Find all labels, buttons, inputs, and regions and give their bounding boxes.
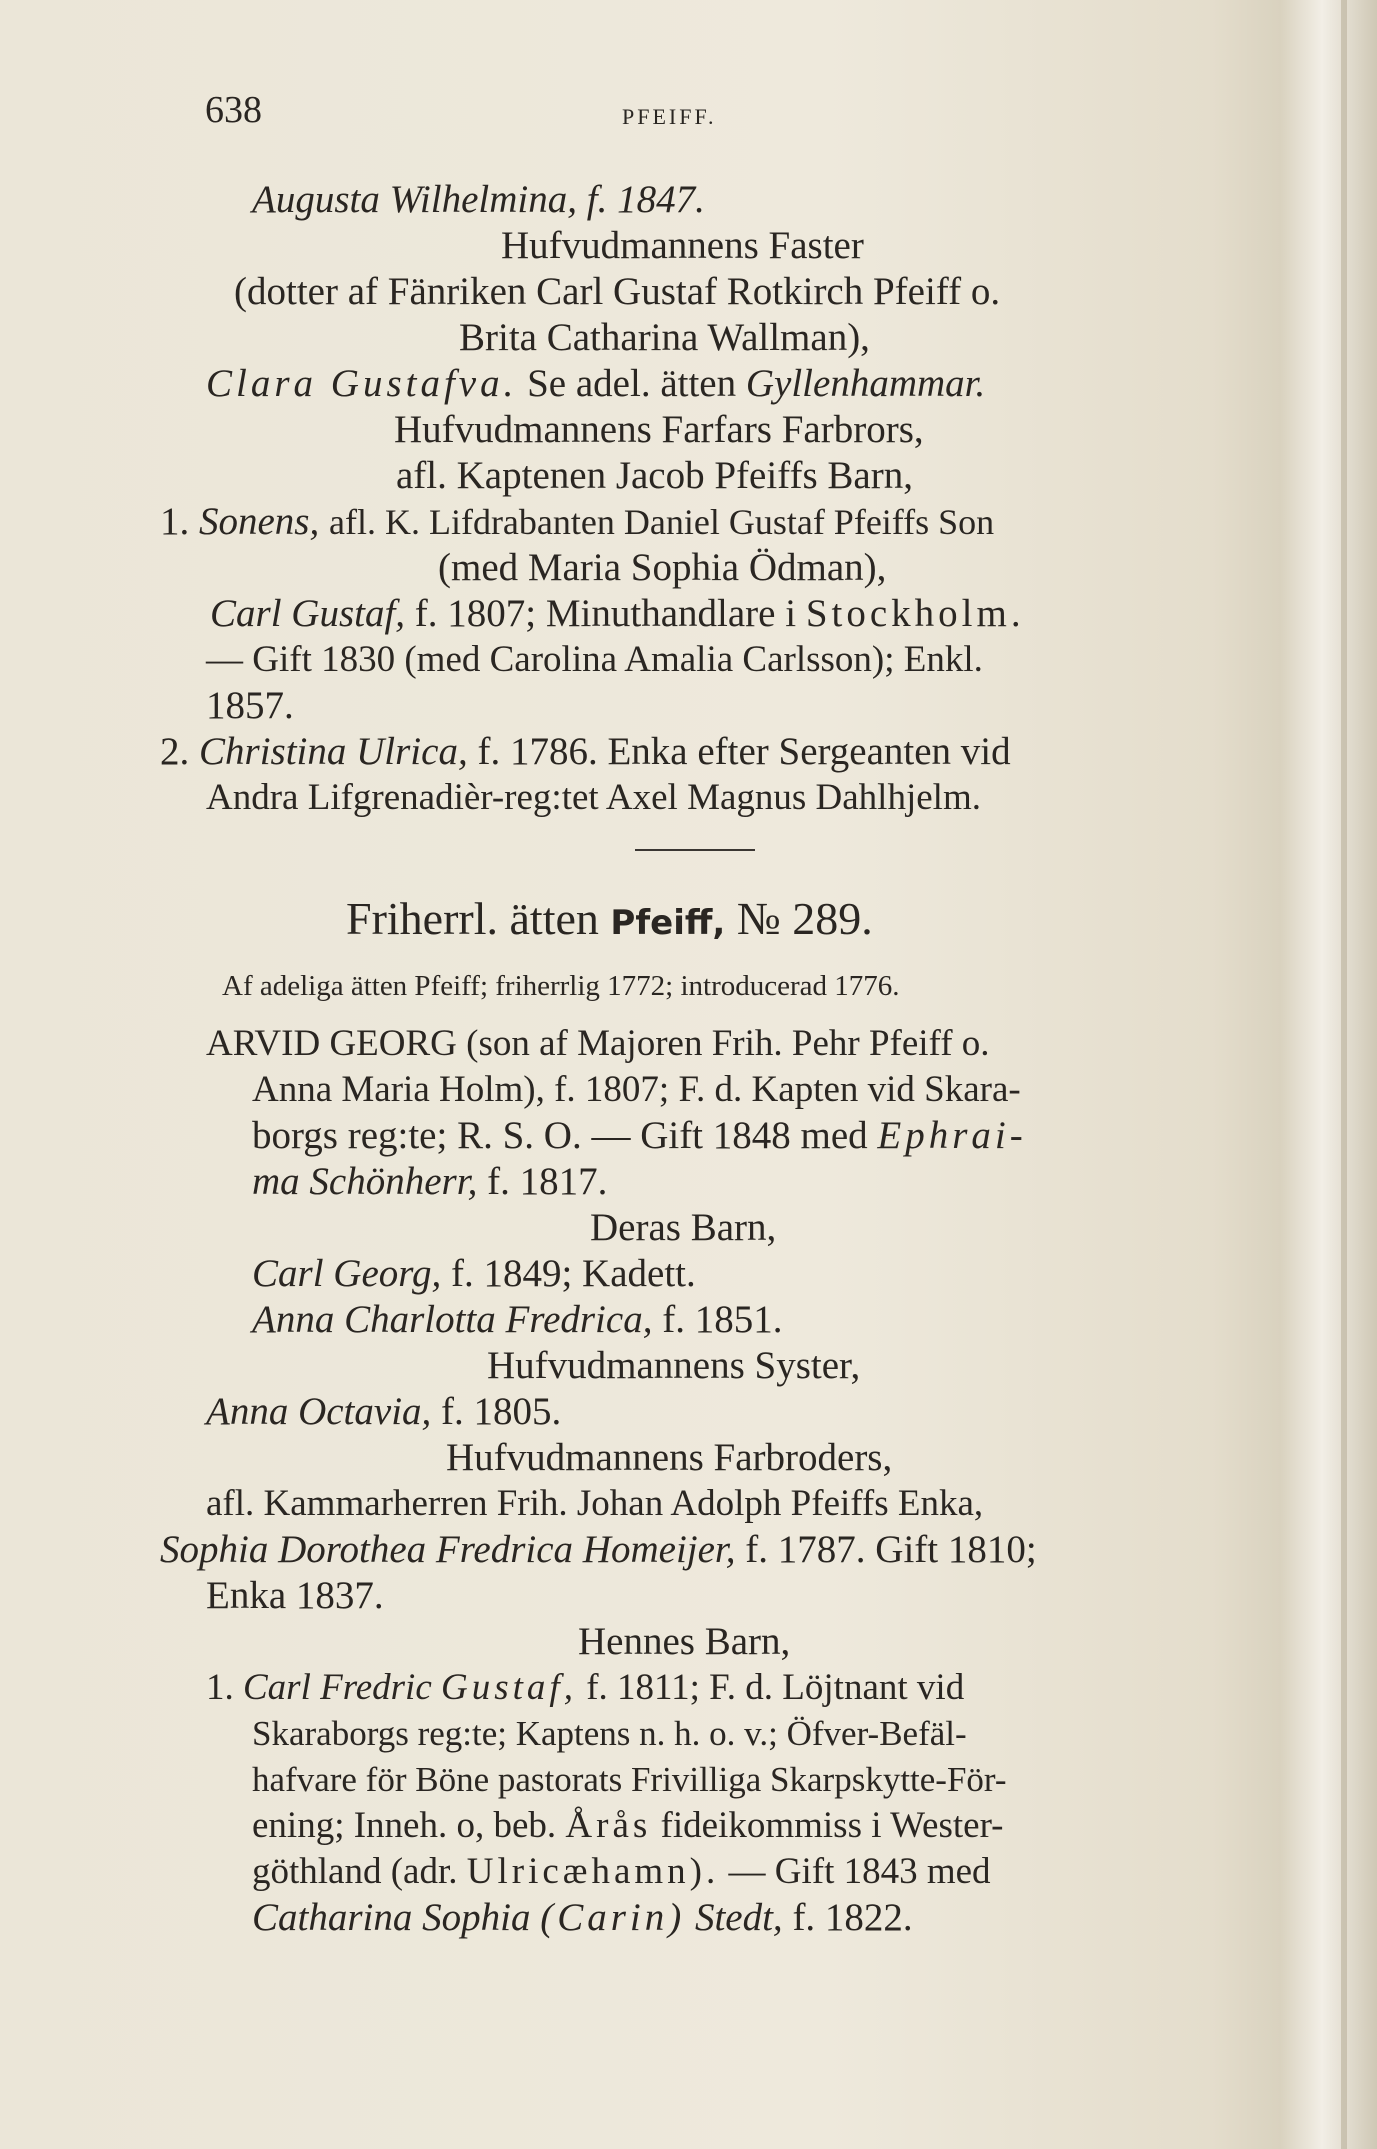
text-span: fideikommiss i Wester-	[660, 1805, 1004, 1846]
person-name: Gustaf,	[441, 1667, 577, 1708]
text-span: Se adel. ätten	[527, 362, 737, 405]
person-name: ma Schönherr,	[252, 1160, 478, 1203]
person-name: Stedt,	[694, 1896, 783, 1939]
place-name: Årås	[565, 1805, 652, 1846]
list-number: 2.	[160, 730, 190, 773]
text-line	[206, 1390, 561, 1434]
text-line: (med Maria Sophia Ödman),	[438, 546, 887, 589]
family-name-heavy: Pfeiff,	[610, 903, 726, 943]
text-span: f. 1811; F. d. Löjtnant vid	[586, 1667, 965, 1708]
list-number: 1.	[160, 500, 190, 543]
section-title	[346, 893, 873, 949]
text-line	[160, 1528, 1037, 1572]
page-edge	[1341, 0, 1347, 2149]
text-line: 1857.	[206, 684, 294, 727]
text-line	[252, 1298, 782, 1342]
text-line: Andra Lifgrenadièr-reg:tet Axel Magnus Dahlhjelm.	[206, 777, 981, 818]
text-line	[252, 1114, 1027, 1158]
text-span: borgs reg:te; R. S. O. — Gift 1848 med	[252, 1114, 868, 1157]
text-line	[160, 500, 994, 544]
text-line: ARVID GEORG (son af Majoren Frih. Pehr Pfeiff o.	[206, 1023, 990, 1064]
person-name: Anna Charlotta Fredrica,	[252, 1298, 653, 1341]
text-span: ening; Inneh. o, beb.	[252, 1805, 557, 1846]
section-divider	[635, 849, 755, 851]
text-line: Enka 1837.	[206, 1574, 384, 1617]
text-line: hafvare för Böne pastorats Frivilliga Skarpskytte-För-	[252, 1760, 1007, 1799]
person-name: Sophia Dorothea Fredrica Homeijer,	[160, 1528, 736, 1571]
place-name: Ulricæhamn).	[466, 1851, 720, 1892]
text-span: f. 1786. Enka efter Sergeanten vid	[477, 730, 1011, 773]
text-line	[206, 362, 985, 406]
person-name: Christina Ulrica,	[199, 730, 468, 773]
text-line: Hufvudmannens Farbroders,	[446, 1436, 893, 1479]
text-line	[252, 1896, 913, 1940]
text-line: afl. Kaptenen Jacob Pfeiffs Barn,	[396, 454, 913, 497]
text-line: afl. Kammarherren Frih. Johan Adolph Pfeiffs Enka,	[206, 1483, 984, 1524]
text-line: — Gift 1830 (med Carolina Amalia Carlsson); Enkl.	[206, 639, 983, 680]
section-title-text: Friherrl. ätten	[346, 893, 599, 944]
person-name: Carl Georg,	[252, 1252, 442, 1295]
text-line	[160, 730, 1011, 774]
text-span: — Gift 1843 med	[728, 1851, 991, 1892]
person-name: Sonens,	[199, 500, 320, 543]
list-number: 1.	[206, 1667, 234, 1708]
text-span: f. 1822.	[792, 1896, 913, 1939]
place-name: Stockholm.	[805, 592, 1025, 635]
person-name: Carl Gustaf,	[210, 592, 406, 635]
text-line	[210, 592, 1025, 636]
text-line: Deras Barn,	[590, 1206, 777, 1249]
text-line: Augusta Wilhelmina, f. 1847.	[252, 178, 705, 221]
person-name: (Carin)	[540, 1896, 686, 1939]
text-line: Hennes Barn,	[578, 1620, 791, 1663]
person-name: Anna Octavia,	[206, 1390, 432, 1433]
text-line: Brita Catharina Wallman),	[459, 316, 870, 359]
person-name: Ephrai-	[877, 1114, 1027, 1157]
text-line: (dotter af Fänriken Carl Gustaf Rotkirch Pfeiff o.	[234, 270, 1001, 313]
person-name: Clara Gustafva.	[206, 362, 518, 405]
text-span: f. 1817.	[487, 1160, 608, 1203]
text-line: Hufvudmannens Syster,	[487, 1344, 861, 1387]
text-span: f. 1805.	[441, 1390, 562, 1433]
section-subtitle: Af adeliga ätten Pfeiff; friherrlig 1772; introducerad 1776.	[222, 970, 900, 1002]
person-name: Carl Fredric	[243, 1667, 432, 1708]
family-name: Gyllenhammar.	[745, 362, 986, 405]
text-line	[252, 1252, 696, 1296]
text-line: Hufvudmannens Faster	[501, 224, 864, 267]
text-span: f. 1849; Kadett.	[450, 1252, 696, 1295]
text-line: Skaraborgs reg:te; Kaptens n. h. o. v.; Öfver-Befäl-	[252, 1714, 967, 1753]
page-number: 638	[205, 89, 262, 131]
family-number: № 289.	[736, 893, 873, 944]
text-span: f. 1787. Gift 1810;	[745, 1528, 1037, 1571]
text-span: f. 1807; Minuthandlare i	[414, 592, 797, 635]
text-line: Hufvudmannens Farfars Farbrors,	[394, 408, 924, 451]
text-line	[252, 1850, 991, 1894]
running-title: PFEIFF.	[622, 104, 717, 129]
text-line: Anna Maria Holm), f. 1807; F. d. Kapten vid Skara-	[252, 1069, 1021, 1110]
text-line	[252, 1160, 607, 1204]
text-line	[252, 1804, 1003, 1848]
text-span: f. 1851.	[662, 1298, 783, 1341]
person-name: Catharina Sophia	[252, 1896, 531, 1939]
text-line	[206, 1666, 964, 1710]
text-span: afl. K. Lifdrabanten Daniel Gustaf Pfeiffs Son	[329, 502, 995, 542]
text-span: göthland (adr.	[252, 1851, 458, 1892]
